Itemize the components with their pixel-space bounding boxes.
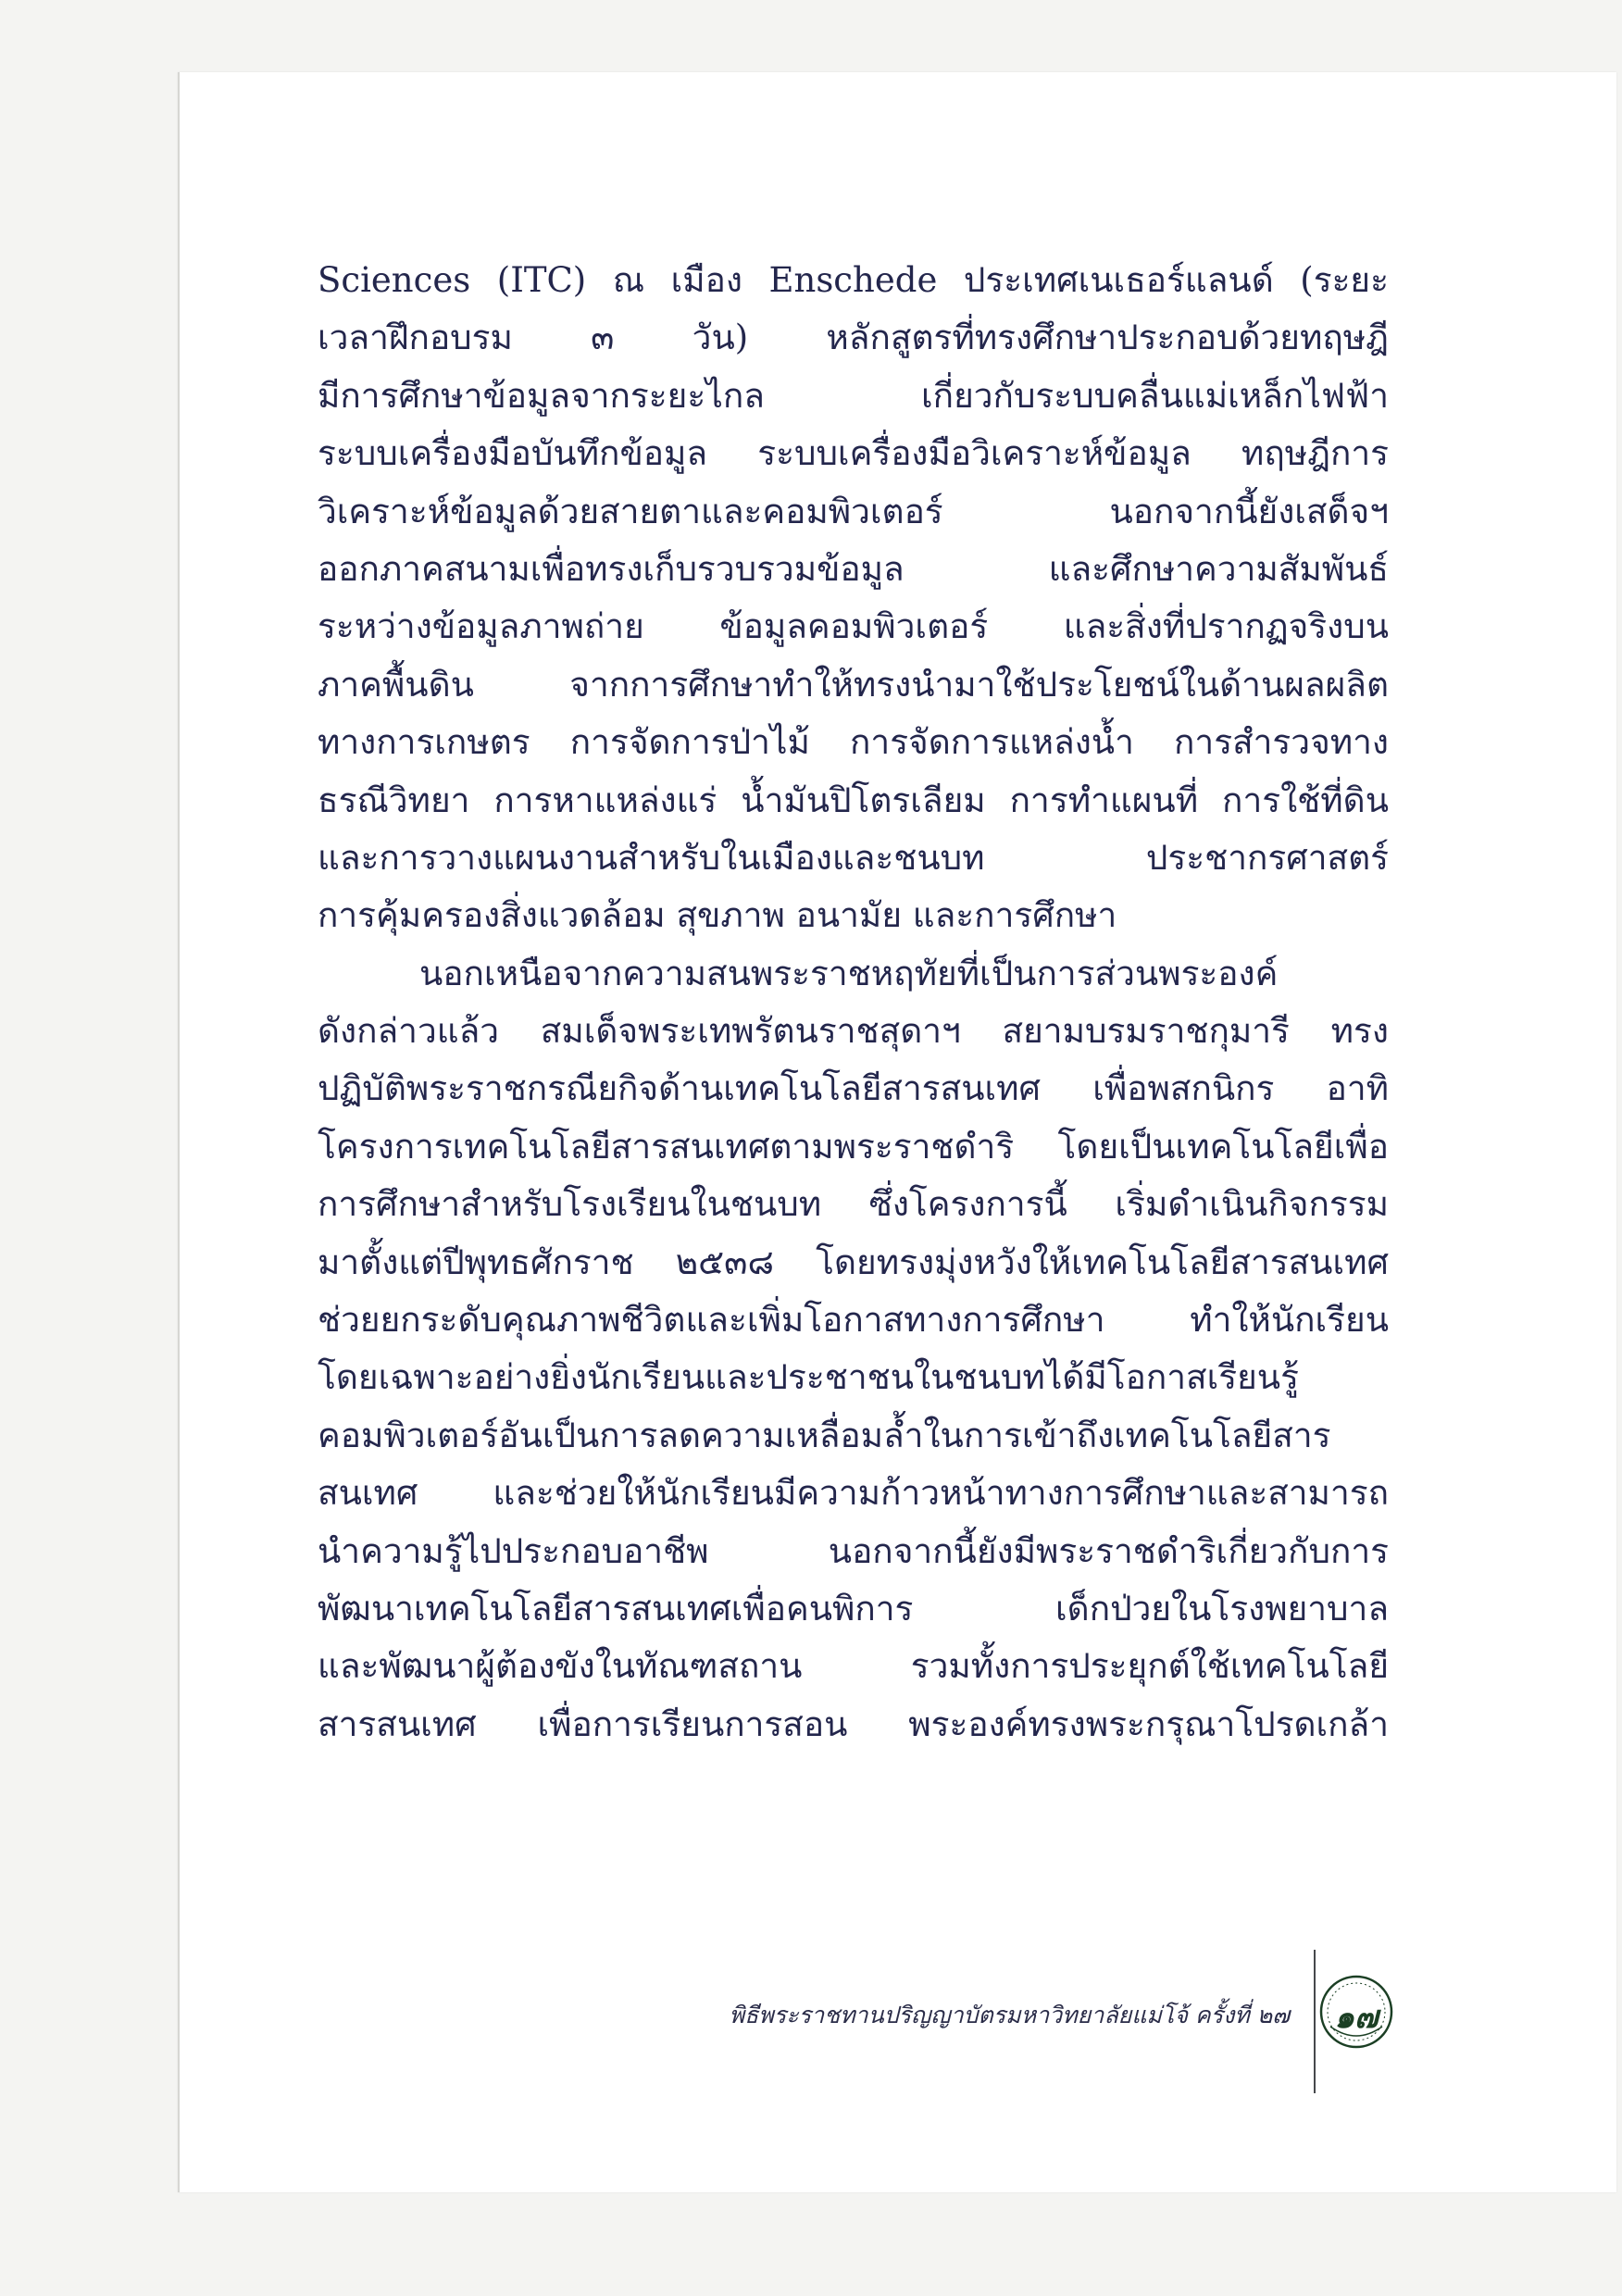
text-line: การศึกษาสำหรับโรงเรียนในชนบท ซึ่งโครงการนี้ เริ่มดำเนินกิจกรรม [318,1184,1389,1225]
text-line: โครงการเทคโนโลยีสารสนเทศตามพระราชดำริ โดยเป็นเทคโนโลยีเพื่อ [318,1126,1389,1167]
page-number: ๑๗ [1334,1999,1379,2036]
text-line: ดังกล่าวแล้ว สมเด็จพระเทพรัตนราชสุดาฯ สยามบรมราชกุมารี ทรง [318,1011,1389,1052]
paragraph [318,252,1389,945]
text-line: วิเคราะห์ข้อมูลด้วยสายตาและคอมพิวเตอร์ นอกจากนี้ยังเสด็จฯ [318,491,1389,531]
body-text [318,252,1389,1753]
text-line: Sciences (ITC) ณ เมือง Enschede ประเทศเนเธอร์แลนด์ (ระยะ [318,260,1389,300]
text-line: ปฏิบัติพระราชกรณียกิจด้านเทคโนโลยีสารสนเทศ เพื่อพสกนิกร อาทิ [318,1068,1389,1109]
text-line: สารสนเทศ เพื่อการเรียนการสอน พระองค์ทรงพระกรุณาโปรดเกล้า [318,1703,1389,1744]
text-line: พัฒนาเทคโนโลยีสารสนเทศเพื่อคนพิการ เด็กป่วยในโรงพยาบาล [318,1588,1389,1628]
text-line: และการวางแผนงานสำหรับในเมืองและชนบท ประชากรศาสตร์ [318,837,1389,878]
paragraph [318,945,1389,1753]
text-line: มาตั้งแต่ปีพุทธศักราช ๒๕๓๘ โดยทรงมุ่งหวังให้เทคโนโลยีสารสนเทศ [318,1242,1389,1282]
text-line: ระบบเครื่องมือบันทึกข้อมูล ระบบเครื่องมือวิเคราะห์ข้อมูล ทฤษฎีการ [318,433,1389,474]
text-line: ธรณีวิทยา การหาแหล่งแร่ น้ำมันปิโตรเลียม การทำแผนที่ การใช้ที่ดิน [318,780,1389,820]
text-line: ภาคพื้นดิน จากการศึกษาทำให้ทรงนำมาใช้ประโยชน์ในด้านผลผลิต [318,664,1389,705]
text-line: คอมพิวเตอร์อันเป็นการลดความเหลื่อมล้ำในการเข้าถึงเทคโนโลยีสาร [318,1415,1331,1455]
text-line: ช่วยยกระดับคุณภาพชีวิตและเพิ่มโอกาสทางการศึกษา ทำให้นักเรียน [318,1300,1389,1341]
text-line: สนเทศ และช่วยให้นักเรียนมีความก้าวหน้าทางการศึกษาและสามารถ [318,1473,1389,1514]
text-line: เวลาฝึกอบรม ๓ วัน) หลักสูตรที่ทรงศึกษาประกอบด้วยทฤษฎี [318,318,1389,358]
text-line: นอกเหนือจากความสนพระราชหฤทัยที่เป็นการส่วนพระองค์ [419,953,1279,993]
text-line: ออกภาคสนามเพื่อทรงเก็บรวบรวมข้อมูล และศึกษาความสัมพันธ์ [318,548,1389,589]
footer-caption: พิธีพระราชทานปริญญาบัตรมหาวิทยาลัยแม่โจ้ ครั้งที่ ๒๗ [729,2002,1290,2028]
text-line: นำความรู้ไปประกอบอาชีพ นอกจากนี้ยังมีพระราชดำริเกี่ยวกับการ [318,1530,1389,1571]
text-line: มีการศึกษาข้อมูลจากระยะไกล เกี่ยวกับระบบคลื่นแม่เหล็กไฟฟ้า [318,375,1389,416]
text-line: ทางการเกษตร การจัดการป่าไม้ การจัดการแหล่งน้ำ การสำรวจทาง [318,722,1389,763]
text-line: และพัฒนาผู้ต้องขังในทัณฑสถาน รวมทั้งการประยุกต์ใช้เทคโนโลยี [318,1646,1389,1687]
footer-divider [1314,1950,1316,2093]
text-line: โดยเฉพาะอย่างยิ่งนักเรียนและประชาชนในชนบทได้มีโอกาสเรียนรู้ [318,1357,1299,1398]
text-line: ระหว่างข้อมูลภาพถ่าย ข้อมูลคอมพิวเตอร์ และสิ่งที่ปรากฏจริงบน [318,606,1389,647]
text-line: การคุ้มครองสิ่งแวดล้อม สุขภาพ อนามัย และการศึกษา [318,895,1117,936]
